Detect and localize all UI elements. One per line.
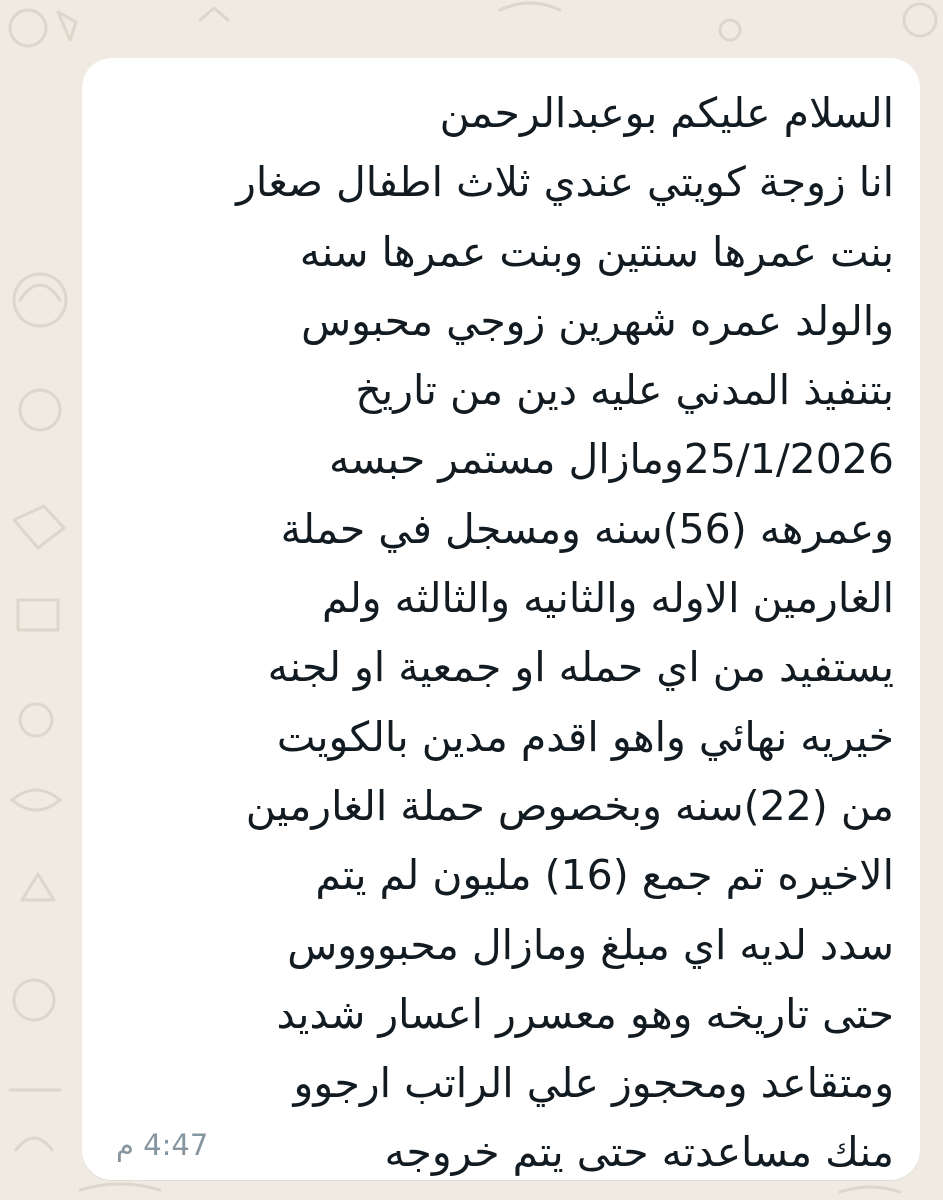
- message-line: ومتقاعد ومحجوز علي الراتب ارجوو: [293, 1059, 894, 1108]
- message-line: الاخيره تم جمع (16) مليون لم يتم: [315, 851, 894, 900]
- message-line: السلام عليكم بوعبدالرحمن: [439, 89, 894, 137]
- message-text: [94, 79, 894, 1188]
- message-line: يستفيد من اي حمله او جمعية او لجنه: [267, 643, 894, 692]
- message-line: 25/1/2026ومازال مستمر حبسه: [328, 435, 894, 484]
- message-timestamp: 4:47 م: [116, 1128, 209, 1162]
- message-line: بتنفيذ المدني عليه دين من تاريخ: [355, 366, 894, 415]
- message-line: وعمرهه (56)سنه ومسجل في حملة: [280, 504, 894, 553]
- message-line: بنت عمرها سنتين وبنت عمرها سنه: [299, 227, 894, 276]
- message-line: حتى تاريخه وهو معسرر اعسار شديد: [276, 989, 894, 1038]
- message-line: من (22)سنه وبخصوص حملة الغارمين: [245, 781, 894, 830]
- message-line: والولد عمره شهرين زوجي محبوس: [301, 296, 894, 345]
- message-line: منك مساعدته حتى يتم خروجه: [384, 1128, 894, 1177]
- message-bubble[interactable]: [82, 58, 920, 1180]
- message-line: انا زوجة كويتي عندي ثلاث اطفال صغار: [236, 158, 894, 207]
- message-line: سدد لديه اي مبلغ ومازال محبوووس: [287, 920, 894, 969]
- message-line: خيريه نهائي واهو اقدم مدين بالكويت: [276, 712, 894, 761]
- message-line: الغارمين الاوله والثانيه والثالثه ولم: [322, 574, 894, 623]
